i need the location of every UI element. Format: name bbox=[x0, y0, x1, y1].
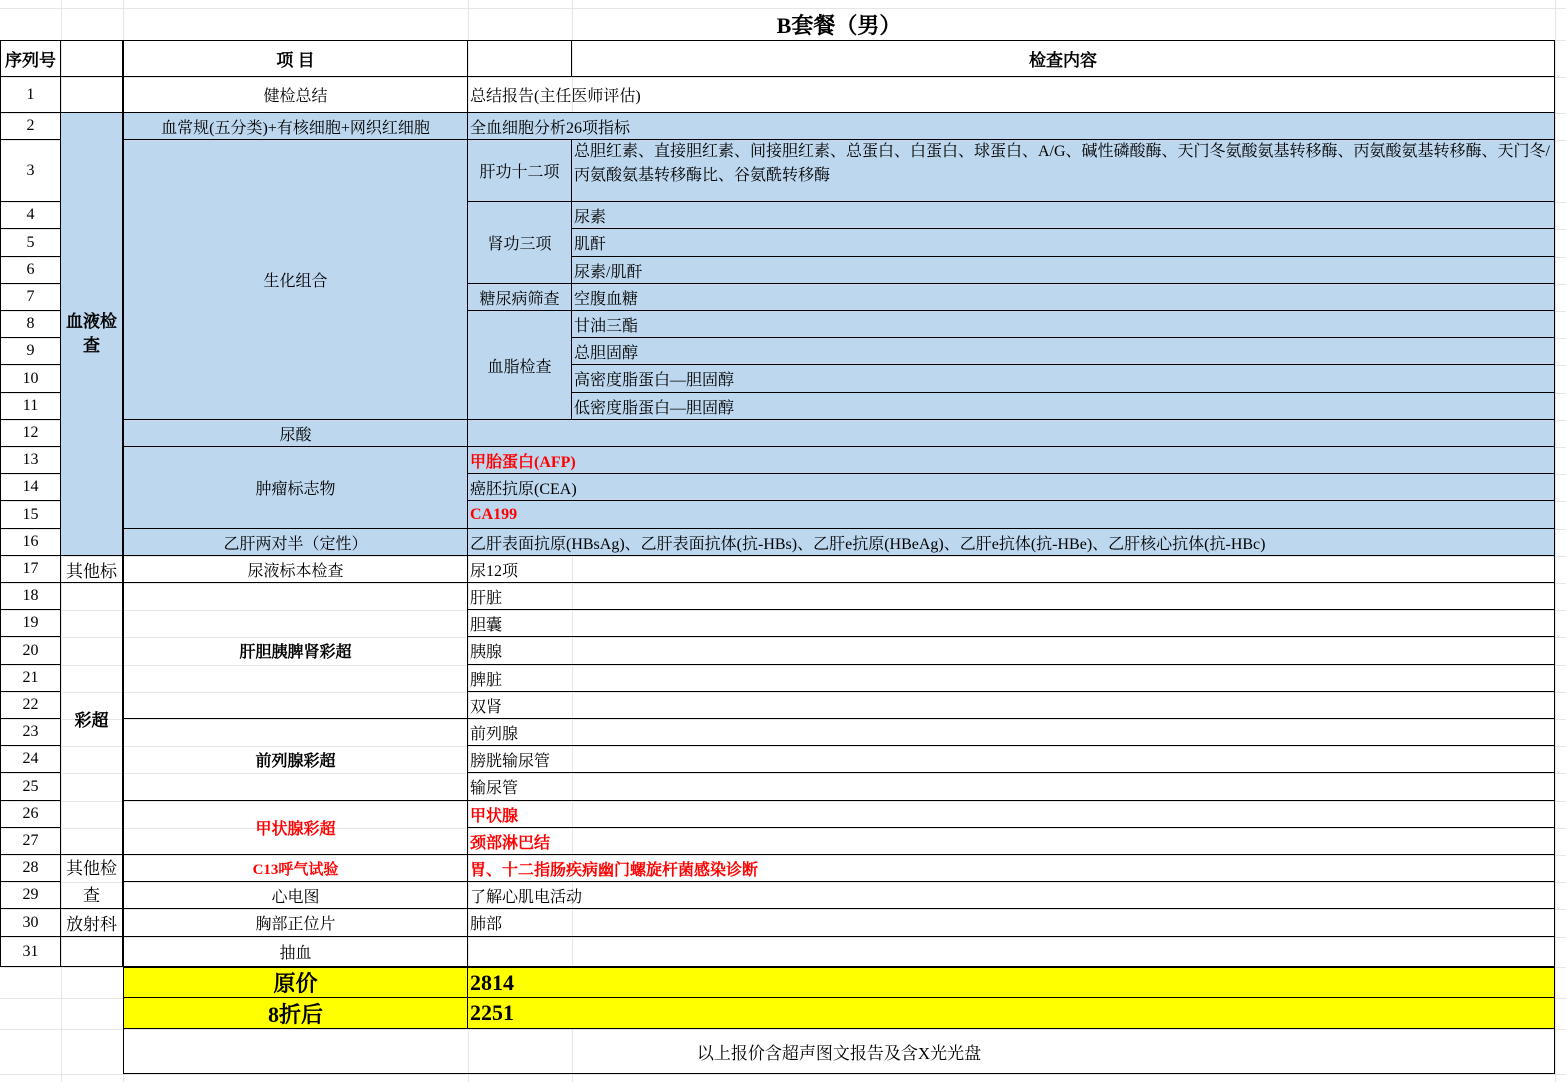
footer-note: 以上报价含超声图文报告及含X光光盘 bbox=[123, 1029, 1555, 1074]
content-row-2: 全血细胞分析26项指标 bbox=[468, 113, 1555, 140]
seq-cell: 22 bbox=[0, 692, 61, 719]
content-row-27: 颈部淋巴结 bbox=[468, 828, 1555, 855]
subgroup-liver-function: 肝功十二项 bbox=[468, 140, 572, 202]
seq-cell: 21 bbox=[0, 665, 61, 692]
content-row-25: 输尿管 bbox=[468, 773, 1555, 801]
seq-cell: 12 bbox=[0, 420, 61, 447]
seq-cell: 14 bbox=[0, 474, 61, 501]
seq-cell: 19 bbox=[0, 610, 61, 637]
seq-cell: 8 bbox=[0, 311, 61, 338]
item-c13-breath: C13呼气试验 bbox=[123, 855, 468, 882]
subgroup-kidney-function: 肾功三项 bbox=[468, 202, 572, 284]
seq-cell: 5 bbox=[0, 229, 61, 257]
item-hbv: 乙肝两对半（定性） bbox=[123, 529, 468, 556]
content-row-19: 胆囊 bbox=[468, 610, 1555, 637]
seq-cell: 30 bbox=[0, 909, 61, 937]
content-row-12 bbox=[468, 420, 1555, 447]
item-thyroid-ultrasound: 甲状腺彩超 bbox=[123, 801, 468, 855]
item-biochem: 生化组合 bbox=[123, 140, 468, 420]
content-row-28: 胃、十二指肠疾病幽门螺旋杆菌感染诊断 bbox=[468, 855, 1555, 882]
seq-cell: 7 bbox=[0, 284, 61, 311]
item-cbc: 血常规(五分类)+有核细胞+网织红细胞 bbox=[123, 113, 468, 140]
item-urine: 尿液标本检查 bbox=[123, 556, 468, 583]
content-row-4: 尿素 bbox=[572, 202, 1555, 229]
header-content: 检查内容 bbox=[572, 40, 1555, 77]
seq-cell: 1 bbox=[0, 77, 61, 113]
content-row-26: 甲状腺 bbox=[468, 801, 1555, 828]
seq-cell: 15 bbox=[0, 501, 61, 529]
item-liver-ultrasound: 肝胆胰脾肾彩超 bbox=[123, 583, 468, 719]
seq-cell: 28 bbox=[0, 855, 61, 882]
seq-cell: 3 bbox=[0, 140, 61, 202]
subgroup-diabetes: 糖尿病筛查 bbox=[468, 284, 572, 311]
content-row-3: 总胆红素、直接胆红素、间接胆红素、总蛋白、白蛋白、球蛋白、A/G、碱性磷酸酶、天门冬氨酸氨基转移酶、丙氨酸氨基转移酶、天门冬/丙氨酸氨基转移酶比、谷氨酰转移酶 bbox=[572, 140, 1555, 202]
category-other-standard: 其他标 bbox=[61, 556, 123, 583]
seq-cell: 16 bbox=[0, 529, 61, 556]
seq-cell: 13 bbox=[0, 447, 61, 474]
item-summary: 健检总结 bbox=[123, 77, 468, 113]
content-row-21: 脾脏 bbox=[468, 665, 1555, 692]
seq-cell: 23 bbox=[0, 719, 61, 746]
category-blank-cell bbox=[61, 937, 123, 967]
seq-cell: 11 bbox=[0, 393, 61, 420]
content-row-11: 低密度脂蛋白—胆固醇 bbox=[572, 393, 1555, 420]
content-row-23: 前列腺 bbox=[468, 719, 1555, 746]
category-ultrasound: 彩超 bbox=[61, 583, 123, 855]
content-row-20: 胰腺 bbox=[468, 637, 1555, 665]
item-ecg: 心电图 bbox=[123, 882, 468, 909]
content-row-8: 甘油三酯 bbox=[572, 311, 1555, 338]
content-row-22: 双肾 bbox=[468, 692, 1555, 719]
page-title: B套餐（男） bbox=[776, 12, 902, 38]
header-item: 项 目 bbox=[123, 40, 468, 77]
seq-cell: 27 bbox=[0, 828, 61, 855]
content-row-24: 膀胱输尿管 bbox=[468, 746, 1555, 773]
seq-cell: 20 bbox=[0, 637, 61, 665]
seq-cell: 18 bbox=[0, 583, 61, 610]
item-prostate-ultrasound: 前列腺彩超 bbox=[123, 719, 468, 801]
content-row-9: 总胆固醇 bbox=[572, 338, 1555, 365]
seq-cell: 2 bbox=[0, 113, 61, 140]
seq-cell: 17 bbox=[0, 556, 61, 583]
item-uric-acid: 尿酸 bbox=[123, 420, 468, 447]
seq-cell: 6 bbox=[0, 257, 61, 284]
category-radiology: 放射科 bbox=[61, 909, 123, 937]
content-row-18: 肝脏 bbox=[468, 583, 1555, 610]
seq-cell: 10 bbox=[0, 365, 61, 393]
seq-cell: 26 bbox=[0, 801, 61, 828]
item-tumor-markers: 肿瘤标志物 bbox=[123, 447, 468, 529]
content-row-15: CA199 bbox=[468, 501, 1555, 529]
content-row-29: 了解心肌电活动 bbox=[468, 882, 1555, 909]
content-row-7: 空腹血糖 bbox=[572, 284, 1555, 311]
seq-cell: 9 bbox=[0, 338, 61, 365]
header-blank-cell bbox=[468, 40, 572, 77]
header-blank-cell bbox=[61, 40, 123, 77]
price-discount-label: 8折后 bbox=[123, 998, 468, 1029]
seq-cell: 31 bbox=[0, 937, 61, 967]
subgroup-lipid: 血脂检查 bbox=[468, 311, 572, 420]
category-blood-test: 血液检查 bbox=[61, 113, 123, 556]
price-original-label: 原价 bbox=[123, 967, 468, 998]
item-chest-xray: 胸部正位片 bbox=[123, 909, 468, 937]
category-blank-cell bbox=[61, 77, 123, 113]
seq-cell: 25 bbox=[0, 773, 61, 801]
content-row-10: 高密度脂蛋白—胆固醇 bbox=[572, 365, 1555, 393]
price-original-value: 2814 bbox=[468, 967, 1555, 998]
seq-cell: 4 bbox=[0, 202, 61, 229]
content-row-14: 癌胚抗原(CEA) bbox=[468, 474, 1555, 501]
content-row-16: 乙肝表面抗原(HBsAg)、乙肝表面抗体(抗-HBs)、乙肝e抗原(HBeAg)、乙肝e抗体(抗-HBe)、乙肝核心抗体(抗-HBc) bbox=[468, 529, 1555, 556]
header-seq: 序列号 bbox=[0, 40, 61, 77]
content-row-30: 肺部 bbox=[468, 909, 1555, 937]
content-row-13: 甲胎蛋白(AFP) bbox=[468, 447, 1555, 474]
content-row-6: 尿素/肌酐 bbox=[572, 257, 1555, 284]
content-row-5: 肌酐 bbox=[572, 229, 1555, 257]
item-blood-draw: 抽血 bbox=[123, 937, 468, 967]
price-discount-value: 2251 bbox=[468, 998, 1555, 1029]
category-other-exam: 其他检查 bbox=[61, 855, 123, 909]
content-row-1: 总结报告(主任医师评估) bbox=[468, 77, 1555, 113]
content-row-17: 尿12项 bbox=[468, 556, 1555, 583]
seq-cell: 24 bbox=[0, 746, 61, 773]
content-row-31 bbox=[468, 937, 1555, 967]
seq-cell: 29 bbox=[0, 882, 61, 909]
